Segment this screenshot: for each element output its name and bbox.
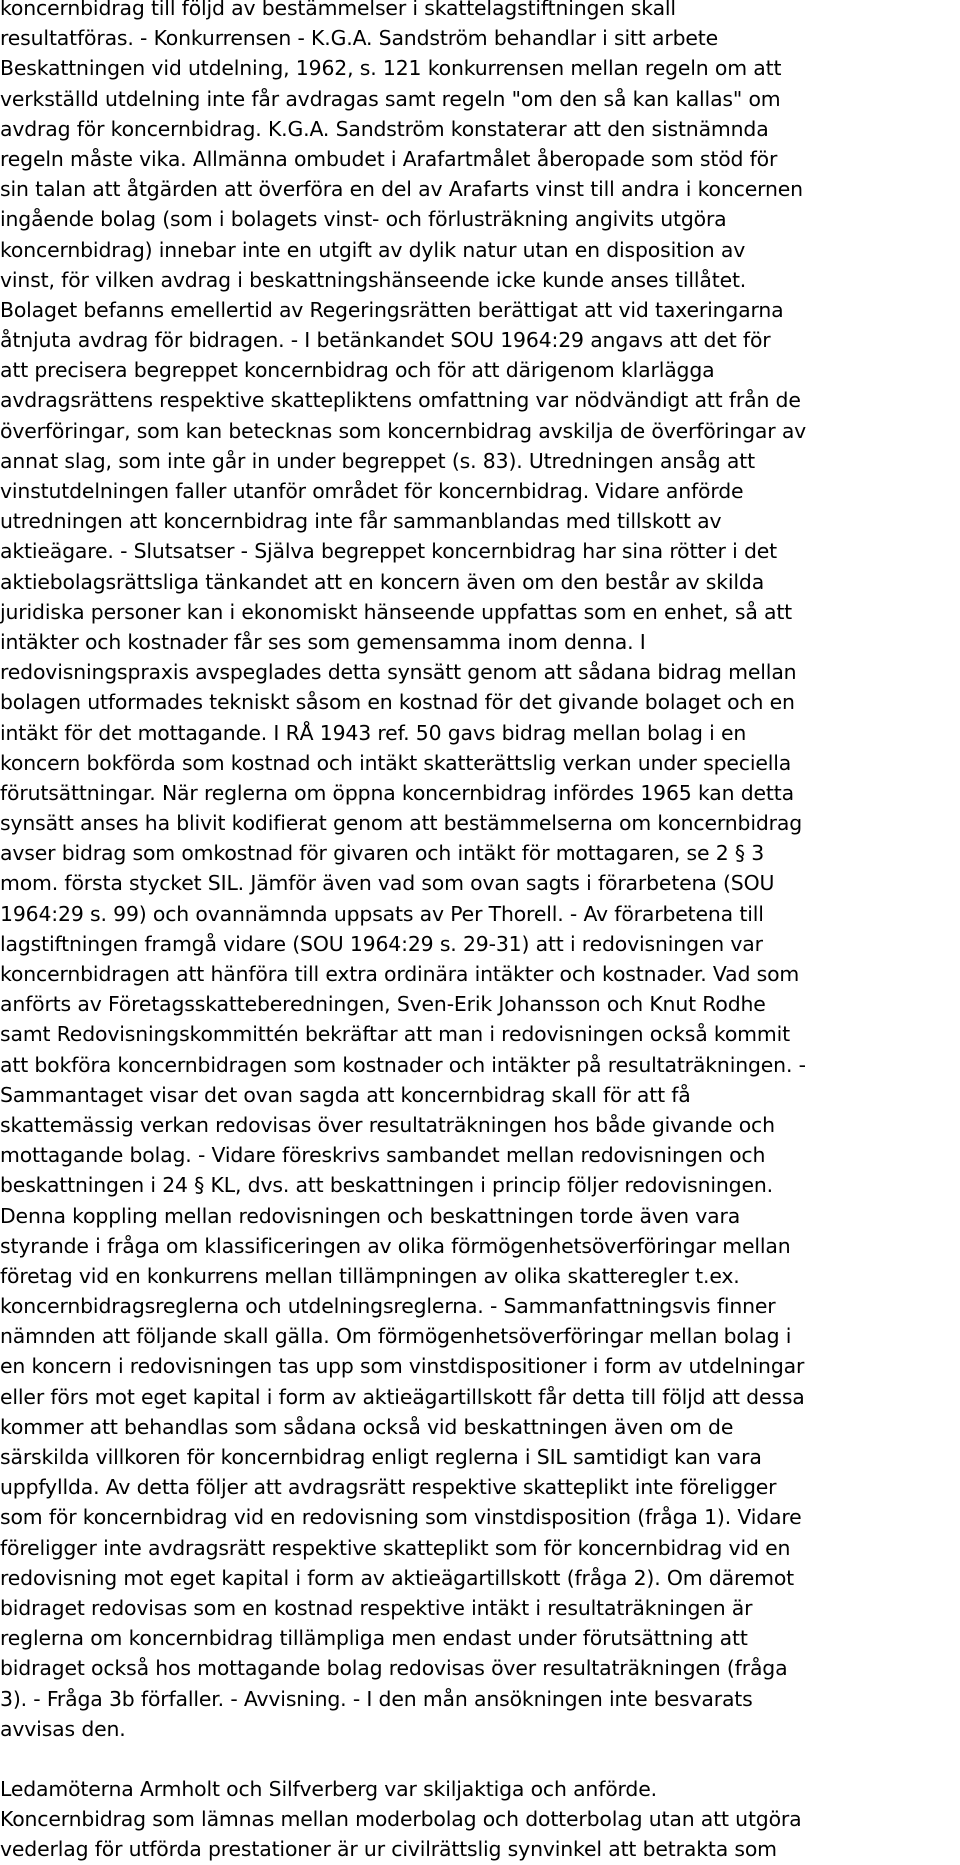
text-line: vederlag för utförda prestationer är ur civilrättslig synvinkel att betrakta som [0,1837,777,1862]
text-line: redovisningspraxis avspeglades detta synsätt genom att sådana bidrag mellan [0,660,797,685]
text-line: Sammantaget visar det ovan sagda att koncernbidrag skall för att få [0,1082,691,1107]
text-line: koncern bokförda som kostnad och intäkt skatterättslig verkan under speciella [0,750,792,775]
text-line: styrande i fråga om klassificeringen av olika förmögenhetsöverföringar mellan [0,1233,791,1258]
paragraph-gap [0,1744,960,1774]
text-line: att precisera begreppet koncernbidrag och för att därigenom klarlägga [0,358,715,383]
text-line: aktiebolagsrättsliga tänkandet att en koncern även om den består av skilda [0,569,765,594]
text-line: vinst, för vilken avdrag i beskattningshänseende icke kunde anses tillåtet. [0,267,747,292]
text-line: redovisning mot eget kapital i form av aktieägartillskott (fråga 2). Om däremot [0,1565,795,1590]
text-line: avser bidrag som omkostnad för givaren och intäkt för mottagaren, se 2 § 3 [0,841,765,866]
text-line: reglerna om koncernbidrag tillämpliga men endast under förutsättning att [0,1626,748,1651]
text-line: Ledamöterna Armholt och Silfverberg var skiljaktiga och anförde. [0,1777,657,1802]
text-line: anförts av Företagsskatteberedningen, Sven-Erik Johansson och Knut Rodhe [0,992,766,1017]
paragraph-2 [0,1774,960,1865]
text-line: avdrag för koncernbidrag. K.G.A. Sandström konstaterar att den sistnämnda [0,116,769,141]
text-line: föreligger inte avdragsrätt respektive skatteplikt som för koncernbidrag vid en [0,1535,791,1560]
text-line: skattemässig verkan redovisas över resultaträkningen hos både givande och [0,1112,775,1137]
text-line: vinstutdelningen faller utanför området för koncernbidrag. Vidare anförde [0,479,744,503]
text-line: mom. första stycket SIL. Jämför även vad som ovan sagts i förarbetena (SOU [0,871,775,896]
text-line: bidraget redovisas som en kostnad respektive intäkt i resultaträkningen är [0,1595,753,1620]
text-line: resultatföras. - Konkurrensen - K.G.A. Sandström behandlar i sitt arbete [0,26,719,51]
text-line: som för koncernbidrag vid en redovisning som vinstdisposition (fråga 1). Vidare [0,1505,802,1530]
text-line: Beskattningen vid utdelning, 1962, s. 121 konkurrensen mellan regeln om att [0,56,782,81]
text-line: att bokföra koncernbidragen som kostnader och intäkter på resultaträkningen. - [0,1052,806,1077]
text-line: uppfyllda. Av detta följer att avdragsrätt respektive skatteplikt inte föreligger [0,1475,777,1500]
text-line: Denna koppling mellan redovisningen och beskattningen torde även vara [0,1203,741,1228]
text-line: åtnjuta avdrag för bidragen. - I betänkandet SOU 1964:29 angavs att det för [0,328,771,353]
text-line: intäkt för det mottagande. I RÅ 1943 ref. 50 gavs bidrag mellan bolag i en [0,720,747,745]
text-line: koncernbidragsreglerna och utdelningsreglerna. - Sammanfattningsvis finner [0,1294,776,1319]
text-line: 1964:29 s. 99) och ovannämnda uppsats av Per Thorell. - Av förarbetena till [0,901,764,926]
text-line: Bolaget befanns emellertid av Regeringsrätten berättigat att vid taxeringarna [0,297,784,322]
text-line: företag vid en konkurrens mellan tillämpningen av olika skatteregler t.ex. [0,1263,740,1288]
text-line: 3). - Fråga 3b förfaller. - Avvisning. - I den mån ansökningen inte besvarats [0,1686,753,1711]
text-line: Koncernbidrag som lämnas mellan moderbolag och dotterbolag utan att utgöra [0,1807,802,1832]
text-line: intäkter och kostnader får ses som gemensamma inom denna. I [0,629,646,654]
text-line: aktieägare. - Slutsatser - Själva begreppet koncernbidrag har sina rötter i det [0,539,777,564]
text-line: beskattningen i 24 § KL, dvs. att beskattningen i princip följer redovisningen. [0,1173,773,1198]
text-line: koncernbidrag) innebar inte en utgift av dylik natur utan en disposition av [0,237,746,262]
text-line: avdragsrättens respektive skattepliktens omfattning var nödvändigt att från de [0,388,801,413]
text-line: bidraget också hos mottagande bolag redovisas över resultaträkningen (fråga [0,1656,788,1681]
text-line: koncernbidrag till följd av bestämmelser i skattelagstiftningen skall [0,0,676,20]
text-line: utredningen att koncernbidrag inte får sammanblandas med tillskott av [0,509,722,534]
text-line: ingående bolag (som i bolagets vinst- och förlusträkning angivits utgöra [0,207,727,232]
text-line: mottagande bolag. - Vidare föreskrivs sambandet mellan redovisningen och [0,1143,766,1168]
text-line: koncernbidragen att hänföra till extra ordinära intäkter och kostnader. Vad som [0,962,800,986]
text-line: särskilda villkoren för koncernbidrag enligt reglerna i SIL samtidigt kan vara [0,1445,762,1469]
text-line: eller förs mot eget kapital i form av aktieägartillskott får detta till följd att dessa [0,1384,805,1409]
text-line: överföringar, som kan betecknas som koncernbidrag avskilja de överföringar av [0,418,807,443]
text-line: nämnden att följande skall gälla. Om förmögenhetsöverföringar mellan bolag i [0,1324,792,1349]
text-line: annat slag, som inte går in under begreppet (s. 83). Utredningen ansåg att [0,448,755,473]
text-line: verkställd utdelning inte får avdragas samt regeln "om den så kan kallas" om [0,86,781,111]
text-line: regeln måste vika. Allmänna ombudet i Arafartmålet åberopade som stöd för [0,146,778,171]
text-line: synsätt anses ha blivit kodifierat genom att bestämmelserna om koncernbidrag [0,811,802,836]
text-line: kommer att behandlas som sådana också vid beskattningen även om de [0,1414,734,1439]
text-line: juridiska personer kan i ekonomiskt hänseende uppfattas som en enhet, så att [0,599,793,624]
text-line: lagstiftningen framgå vidare (SOU 1964:29 s. 29-31) att i redovisningen var [0,931,763,956]
text-line: samt Redovisningskommittén bekräftar att man i redovisningen också kommit [0,1022,790,1047]
text-line: bolagen utformades tekniskt såsom en kostnad för det givande bolaget och en [0,690,795,715]
text-line: sin talan att åtgärden att överföra en del av Arafarts vinst till andra i koncernen [0,177,803,202]
text-line: avvisas den. [0,1716,126,1741]
text-line: en koncern i redovisningen tas upp som vinstdispositioner i form av utdelningar [0,1354,805,1379]
text-line: förutsättningar. När reglerna om öppna koncernbidrag infördes 1965 kan detta [0,780,794,805]
